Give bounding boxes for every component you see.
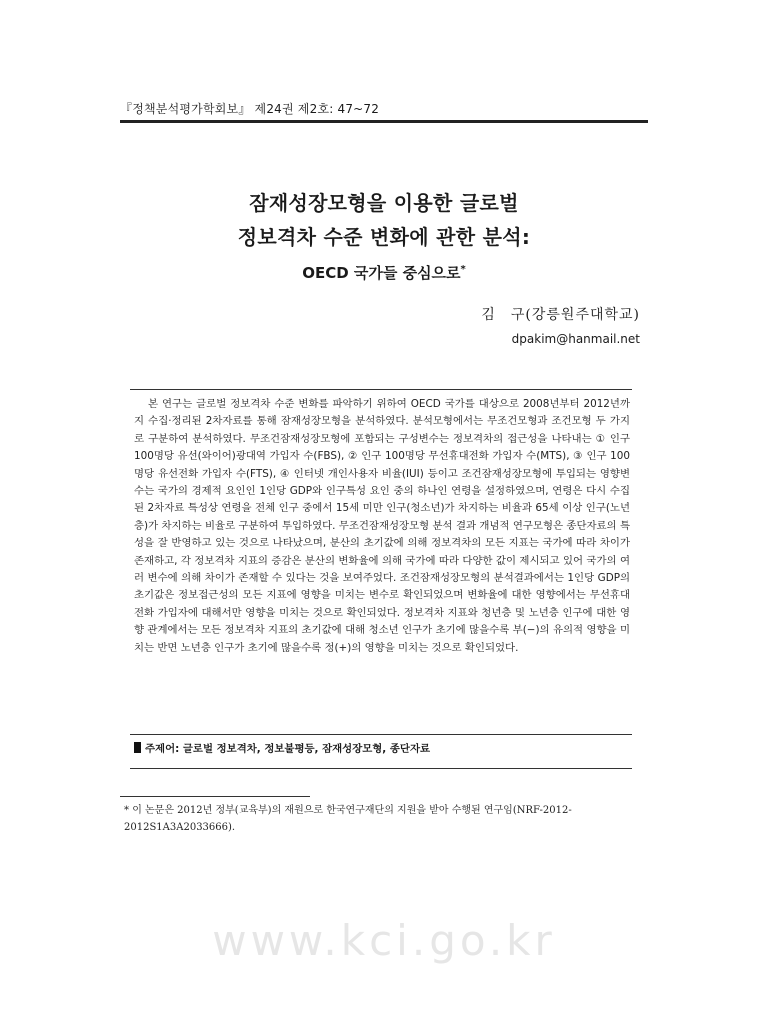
journal-header: 『정책분석평가학회보』 제24권 제2호: 47~72 (120, 102, 380, 116)
keywords (134, 740, 630, 755)
watermark: www.kci.go.kr (212, 916, 556, 965)
header-rule (120, 120, 648, 123)
title-line-1: 잠재성장모형을 이용한 글로벌 (249, 191, 519, 215)
footnote-mark: * (124, 805, 129, 816)
keywords-text: 주제어: 글로벌 정보격차, 정보불평등, 잠재성장모형, 종단자료 (145, 743, 431, 755)
author-block (481, 304, 640, 346)
keywords-bottom-rule (130, 768, 632, 769)
subtitle-footnote-mark: * (460, 264, 466, 275)
footnote (124, 802, 644, 836)
author-email: dpakim@hanmail.net (511, 332, 640, 346)
abstract-top-rule (130, 389, 632, 390)
abstract: 본 연구는 글로벌 정보격차 수준 변화를 파악하기 위하여 OECD 국가를 대상으로 2008년부터 2012년까지 수집·정리된 2차자료를 통해 잠재성장모형을 분석하였다. 분석모형에서는 무조건모형과 조건모형 두 가지로 구분하여 분석하였다. 무조건잠재성장모형에 포함되는 구성변수는 정보격차의 접근성을 나타내는 ① 인구 100명당 유선(와이어)광대역 가입자 수(FBS), ② 인구 100명당 무선휴대전화 가입자 수(MTS), ③ 인구 100명당 유선전화 가입자 수(FTS), ④ 인터넷 개인사용자 비율(IUI) 등이고 조건잠재성장모형에 투입되는 영향변수는 국가의 경제적 요인인 1인당 GDP와 인구특성 요인 중의 하나인 연령을 설정하였으며, 연령은 다시 수집된 2차자료 특성상 연령을 전체 인구 중에서 15세 미만 인구(청소년)가 차지하는 비율과 65세 이상 인구(노년층)가 차지하는 비율로 구분하여 투입하였다. 무조건잠재성장모형 분석 결과 개념적 연구모형은 종단자료의 특성을 잘 반영하고 있는 것으로 나타났으며, 분산의 초기값에 의해 정보격차의 모든 지표는 국가에 따라 차이가 존재하고, 각 정보격차 지표의 증감은 분산의 변화율에 의해 국가에 따라 다양한 값이 제시되고 있어 국가의 여러 변수에 의해 차이가 존재할 수 있다는 것을 보여주었다. 조건잠재성장모형의 분석결과에서는 1인당 GDP의 초기값은 정보접근성의 모든 지표에 영향을 미치는 변수로 확인되었으며 변화율에 대한 영향에서는 무선휴대전화 가입자에 대해서만 영향을 미치는 것으로 확인되었다. 정보격차 지표와 청년층 및 노년층 인구에 대한 영향 관계에서는 모든 정보격차 지표의 초기값에 대해 청소년 인구가 초기에 많을수록 부(−)의 유의적 영향을 미치는 반면 노년층 인구가 초기에 많을수록 정(+)의 영향을 미치는 것으로 확인되었다. (134, 398, 630, 654)
subtitle-text: OECD 국가들 중심으로 (302, 264, 461, 282)
footnote-rule (120, 796, 310, 797)
subtitle (120, 262, 648, 283)
title-line-2: 정보격차 수준 변화에 관한 분석: (237, 225, 531, 249)
keywords-marker-icon (134, 742, 141, 753)
title-block (120, 186, 648, 283)
keywords-top-rule (130, 734, 632, 735)
footnote-text: 이 논문은 2012년 정부(교육부)의 재원으로 한국연구재단의 지원을 받아 수행된 연구임(NRF-2012-2012S1A3A2033666). (124, 805, 572, 833)
author-name: 김 구(강릉원주대학교) (481, 307, 640, 323)
